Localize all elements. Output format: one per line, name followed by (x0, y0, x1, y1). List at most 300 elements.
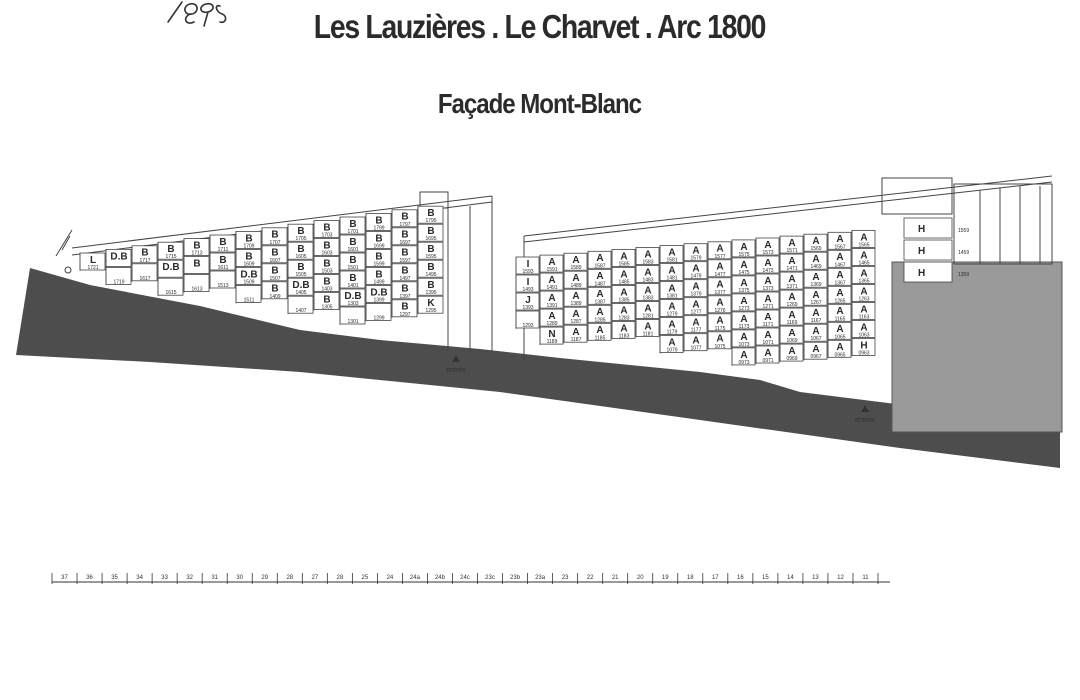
left-wing-unit-type: B (401, 301, 409, 313)
left-wing-unit-type: D.B (240, 269, 258, 281)
left-wing-unit (314, 275, 339, 293)
right-wing-unit (660, 318, 683, 336)
right-wing-unit-number: 1187 (570, 337, 582, 344)
left-wing-unit (340, 271, 365, 289)
left-wing-unit-type: B (349, 272, 357, 284)
right-wing-unit-number: 0973 (738, 359, 750, 366)
left-wing-unit-number: 1399 (373, 297, 385, 304)
right-wing-unit-number: 1367 (834, 280, 846, 287)
right-wing-unit-number: 1077 (690, 345, 702, 352)
left-wing-unit-number: 1613 (191, 286, 203, 293)
left-wing-unit (392, 264, 417, 282)
right-wing-unit (708, 332, 731, 350)
right-wing-unit-number: 1481 (666, 275, 678, 282)
scale-label: 23a (535, 575, 546, 581)
right-wing-unit-type: A (836, 288, 844, 300)
left-wing-unit-type: B (323, 222, 331, 234)
left-wing-unit-type: B (375, 251, 383, 263)
h-block-unit-type: H (918, 246, 926, 257)
right-wing-unit-type: A (860, 268, 868, 280)
left-wing-unit-number: 1709 (243, 243, 255, 250)
left-wing-unit (80, 253, 105, 271)
h-block-unit-number: 1359 (958, 272, 970, 278)
right-wing-unit (540, 291, 563, 309)
left-wing-unit (236, 267, 261, 285)
right-wing-unit-type: A (692, 335, 700, 347)
scale-label: 23c (485, 575, 495, 581)
right-wing-unit (828, 232, 851, 250)
right-wing-unit (852, 284, 875, 302)
right-wing-unit (780, 308, 803, 326)
right-wing-unit (756, 292, 779, 310)
left-wing-unit (392, 210, 417, 228)
left-wing-unit (262, 228, 287, 246)
scale-label: 11 (862, 575, 869, 581)
left-wing-unit-type: B (219, 254, 227, 266)
scale-label: 36 (86, 575, 93, 581)
left-wing-unit-type: B (141, 247, 149, 259)
right-wing-unit (708, 296, 731, 314)
right-wing-unit-number: 0971 (762, 358, 774, 364)
right-wing-unit-number: 1175 (714, 325, 726, 332)
right-wing-unit (708, 242, 731, 260)
scale-label: 19 (661, 575, 669, 581)
left-wing-unit (366, 303, 391, 321)
left-wing-unit-number: 1605 (295, 254, 307, 261)
right-wing-unit-number: 1369 (810, 282, 822, 289)
right-wing-unit-number: 1585 (618, 261, 630, 268)
right-wing-unit-type: A (620, 305, 628, 317)
left-wing-unit-type: B (427, 262, 435, 274)
left-wing-unit (418, 242, 443, 260)
right-wing-unit-number: 1065 (834, 334, 846, 341)
right-wing-unit-type: A (764, 347, 772, 359)
right-wing-unit-type: A (644, 303, 652, 315)
right-wing-unit-number: 1391 (546, 303, 558, 310)
left-wing-unit (106, 249, 131, 266)
right-wing-unit-number: 1177 (690, 327, 702, 334)
right-wing-unit-number: 1165 (834, 316, 846, 323)
left-wing-unit (392, 300, 417, 318)
right-wing-unit (612, 285, 635, 303)
right-wing-unit-number: 1387 (594, 299, 606, 306)
right-wing-unit-type: A (620, 323, 628, 335)
right-wing-unit (588, 305, 611, 323)
left-wing-unit-type: B (427, 208, 435, 220)
right-wing-unit (516, 257, 539, 275)
right-wing-unit-number: 1375 (738, 287, 750, 294)
right-wing-unit-type: A (812, 290, 820, 302)
right-wing-unit-number: 1475 (738, 269, 750, 276)
left-wing-unit-number: 1711 (217, 247, 229, 253)
scale-label: 24 (386, 575, 394, 581)
left-wing-unit-type: B (323, 294, 331, 306)
right-wing-unit-type: A (548, 311, 556, 322)
scale-label: 16 (736, 575, 744, 581)
h-block-unit-type: H (918, 224, 926, 235)
right-wing-unit (732, 294, 755, 312)
right-wing-unit (780, 254, 803, 272)
right-wing-units (516, 230, 875, 366)
scale-label: 24c (460, 575, 470, 581)
left-wing-unit-number: 1617 (139, 275, 151, 282)
right-wing-unit-number: 1473 (762, 268, 774, 274)
right-wing-unit-number: 1073 (738, 341, 750, 348)
left-wing-unit-number: 1299 (373, 315, 385, 322)
left-wing-unit-type: B (375, 215, 383, 227)
right-wing-unit (660, 282, 683, 300)
left-wing-unit (106, 267, 131, 285)
left-wing-unit-number: 1721 (87, 265, 99, 271)
right-wing-unit (516, 293, 539, 311)
right-wing-unit-type: A (764, 311, 772, 323)
left-wing-unit-number: 1609 (243, 261, 255, 268)
right-wing-unit-number: 1493 (522, 287, 534, 293)
left-wing-unit-number: 1603 (321, 250, 333, 257)
left-wing-unit (366, 249, 391, 267)
right-wing-unit-number: 0963 (858, 350, 870, 357)
h-block-unit-number: 1559 (958, 228, 970, 234)
right-wing-unit-type: A (620, 287, 628, 299)
right-wing-unit (828, 304, 851, 322)
scale-label: 20 (636, 575, 644, 581)
left-wing-unit-number: 1509 (243, 279, 255, 286)
right-wing-unit-number: 1571 (786, 248, 798, 255)
right-wing-unit-number: 1287 (570, 319, 582, 326)
left-wing-unit-number: 1297 (399, 311, 411, 318)
right-wing-unit-type: A (740, 349, 748, 361)
right-wing-unit-type: A (836, 306, 844, 318)
right-wing-unit (780, 326, 803, 344)
right-wing-unit-number: 1263 (858, 296, 870, 303)
right-wing-unit (852, 248, 875, 266)
right-wing-unit-type: A (692, 263, 700, 275)
right-wing-unit-number: 1167 (810, 318, 822, 325)
right-wing-unit (828, 268, 851, 286)
right-wing-unit-type: A (812, 272, 820, 284)
right-wing-unit (756, 256, 779, 274)
right-wing-unit-number: 1171 (762, 322, 774, 328)
right-wing-unit-type: A (740, 295, 748, 307)
right-wing-unit (660, 264, 683, 282)
right-wing-unit-type: A (836, 234, 844, 246)
right-wing-unit (780, 290, 803, 308)
left-wing-unit-type: B (401, 211, 409, 223)
left-wing-unit-type: B (349, 218, 357, 230)
left-wing-unit (236, 285, 261, 303)
page-subtitle: Façade Mont-Blanc (437, 88, 642, 119)
right-wing-unit (564, 271, 587, 289)
right-wing-unit-number: 1379 (690, 291, 702, 298)
right-wing-unit-number: 1289 (546, 321, 558, 328)
left-wing-unit (184, 257, 209, 274)
right-wing-unit-type: I (526, 258, 530, 270)
right-wing-unit-number: 1579 (690, 255, 702, 262)
left-wing-unit-number: 1405 (295, 290, 307, 297)
right-wing-unit-number: 1273 (738, 305, 750, 312)
right-wing-unit-number: 0967 (810, 354, 822, 361)
right-wing-unit (828, 340, 851, 358)
right-wing-unit-type: A (668, 265, 676, 277)
right-wing-unit (588, 269, 611, 287)
right-wing-unit-number: 1063 (858, 332, 870, 339)
right-wing-unit-type: A (596, 307, 604, 319)
left-wing-unit-number: 1707 (269, 239, 281, 246)
right-wing-unit-type: A (812, 326, 820, 338)
left-wing-unit-number: 1601 (347, 247, 359, 253)
right-wing-unit (564, 253, 587, 271)
left-wing-unit-number: 1715 (165, 254, 177, 261)
right-wing-unit (804, 324, 827, 342)
right-wing-unit-type: A (596, 325, 604, 337)
right-wing-unit (708, 314, 731, 332)
right-wing-unit-type: N (548, 329, 556, 340)
right-wing-unit (684, 280, 707, 298)
right-wing-unit-number: 1487 (594, 281, 606, 288)
right-wing-unit-number: 1365 (858, 278, 870, 285)
scale-label: 29 (261, 575, 269, 581)
scale-label: 33 (161, 575, 168, 581)
right-wing-unit-number: 1071 (762, 340, 774, 346)
left-wing-unit-number: 1507 (269, 275, 281, 282)
right-wing-unit-type: A (644, 321, 652, 333)
left-wing-unit-number: 1705 (295, 236, 307, 243)
left-wing-unit (392, 228, 417, 246)
left-wing-unit-number: 1401 (347, 283, 359, 289)
right-wing-unit-type: A (644, 285, 652, 297)
left-wing-unit-type: D.B (110, 251, 128, 263)
left-wing-unit-number: 1795 (425, 218, 437, 225)
left-wing-unit (236, 249, 261, 267)
h-block-unit (904, 218, 969, 238)
right-wing-unit-number: 1265 (834, 298, 846, 305)
left-wing-unit-number: 1697 (399, 239, 411, 246)
right-wing-unit-number: 1277 (690, 309, 702, 316)
h-block-unit (904, 240, 969, 260)
right-wing-unit-type: A (764, 329, 772, 341)
left-wing-unit-type: B (297, 262, 305, 274)
right-wing-unit-type: A (716, 315, 724, 327)
entrance-right-label: entrée (855, 417, 875, 424)
left-wing-unit (366, 285, 391, 303)
right-wing-unit-number: 1179 (666, 329, 678, 336)
right-wing-unit (708, 260, 731, 278)
left-wing-unit-type: D.B (162, 262, 180, 274)
left-wing-unit (262, 282, 287, 300)
right-wing-unit-type: A (860, 304, 868, 316)
right-wing-unit-type: A (812, 344, 820, 356)
right-wing-unit-number: 0969 (786, 356, 798, 363)
right-wing-unit-type: A (860, 232, 868, 244)
right-wing-unit-number: 1067 (810, 336, 822, 343)
right-wing-unit-type: A (716, 333, 724, 345)
left-wing-unit-type: B (245, 251, 253, 263)
left-wing-unit (288, 260, 313, 278)
right-wing-unit (804, 270, 827, 288)
right-wing-unit (612, 321, 635, 339)
left-wing-unit-number: 1505 (295, 272, 307, 279)
left-wing-unit-type: B (375, 233, 383, 245)
left-wing-unit-number: 1703 (321, 232, 333, 239)
left-wing-unit (392, 246, 417, 264)
right-retaining-block (892, 262, 1062, 432)
right-wing-unit-number: 1567 (834, 244, 846, 251)
left-wing-unit-type: D.B (344, 290, 362, 302)
left-wing-unit-type: K (427, 298, 435, 310)
left-wing-unit-type: B (245, 233, 253, 245)
right-wing-unit (780, 236, 803, 254)
right-wing-unit-type: A (620, 269, 628, 281)
scale-label: 22 (586, 575, 594, 581)
right-wing-unit-number: 1467 (834, 262, 846, 269)
scale-label: 27 (311, 575, 319, 581)
h-block-unit-frame (904, 262, 952, 282)
left-wing-unit-number: 1597 (399, 257, 411, 264)
right-wing-unit-type: A (836, 324, 844, 336)
left-wing-unit (418, 206, 443, 224)
right-wing-unit-number: 1389 (570, 301, 582, 308)
right-wing-unit (732, 258, 755, 276)
right-wing-unit-number: 1381 (666, 293, 678, 300)
right-wing-unit-number: 1173 (738, 323, 750, 330)
page-title: Les Lauzières . Le Charvet . Arc 1800 (313, 8, 766, 45)
right-wing-unit-number: 1271 (762, 304, 774, 310)
right-wing-unit-type: A (860, 250, 868, 262)
right-wing-unit-number: 1283 (618, 315, 630, 322)
right-wing-unit-type: A (860, 322, 868, 334)
right-wing-unit-type: A (740, 313, 748, 325)
right-wing-unit (540, 309, 563, 327)
left-wing-unit-number: 1713 (191, 250, 203, 257)
right-wing-unit-number: 1267 (810, 300, 822, 307)
right-wing-unit-type: A (812, 308, 820, 320)
left-wing-unit (210, 253, 235, 271)
right-wing-unit-type: J (525, 294, 531, 306)
right-wing-unit-type: A (740, 277, 748, 289)
left-wing-unit (340, 235, 365, 253)
right-wing-unit (588, 323, 611, 341)
left-wing-unit (184, 275, 209, 293)
left-wing-unit (418, 278, 443, 296)
right-wing-unit-type: A (788, 310, 796, 321)
left-wing-unit-type: B (193, 258, 201, 270)
right-wing-unit-number: 1189 (546, 339, 558, 346)
right-wing-unit-type: A (644, 267, 652, 279)
left-wing-unit (262, 246, 287, 264)
left-wing-unit-number: 1407 (295, 308, 307, 315)
left-wing-unit-number: 1295 (425, 308, 437, 315)
right-wing-unit-number: 1587 (594, 263, 606, 270)
right-wing-unit-number: 1075 (714, 343, 726, 350)
right-wing-unit (540, 255, 563, 273)
right-wing-unit-number: 1383 (642, 295, 654, 302)
right-wing-unit-type: H (860, 340, 868, 352)
right-wing-unit-type: A (860, 286, 868, 298)
right-wing-unit (804, 306, 827, 324)
left-wing-unit (288, 278, 313, 296)
left-wing-unit (340, 289, 365, 307)
scale-label: 24b (434, 575, 445, 581)
right-wing-unit (636, 302, 659, 320)
right-wing-unit-type: A (692, 245, 700, 257)
left-wing-unit-number: 1615 (165, 290, 177, 297)
right-wing-unit-type: A (764, 239, 772, 251)
right-wing-unit-type: A (716, 261, 724, 273)
right-wing-unit-number: 1069 (786, 338, 798, 345)
right-wing-unit-number: 1469 (810, 264, 822, 271)
h-block-unit-frame (904, 240, 952, 260)
left-wing-unit (314, 221, 339, 239)
right-wing-unit (852, 338, 875, 356)
right-wing-unit-number: 1169 (786, 320, 798, 327)
right-wing-unit-number: 1281 (642, 313, 654, 320)
right-wing-unit-type: A (764, 293, 772, 305)
right-wing-unit (804, 288, 827, 306)
left-wing-unit-type: B (375, 269, 383, 281)
right-wing-unit (684, 262, 707, 280)
right-wing-unit-number: 1485 (618, 279, 630, 286)
scale-label: 23 (561, 575, 569, 581)
left-wing-unit-type: B (427, 226, 435, 238)
right-wing-unit-type: A (764, 257, 772, 269)
right-wing-unit (588, 251, 611, 269)
right-wing-unit (564, 325, 587, 343)
scale-label: 14 (787, 575, 794, 581)
left-wing-unit-type: B (349, 254, 357, 266)
left-wing-unit-type: D.B (292, 280, 310, 292)
right-wing-unit-type: A (620, 251, 628, 263)
right-wing-unit (684, 334, 707, 352)
right-wing-unit-type: A (548, 293, 556, 304)
right-wing-unit (756, 346, 779, 364)
right-wing-unit-number: 1181 (642, 331, 654, 338)
scale-label: 17 (711, 575, 719, 581)
left-wing-unit-type: B (219, 236, 227, 248)
right-wing-unit (732, 348, 755, 366)
right-wing-unit-number: 1183 (618, 333, 630, 340)
right-wing-unit (828, 286, 851, 304)
right-wing-unit-type: A (668, 337, 676, 349)
left-wing-unit-number: 1799 (373, 225, 385, 232)
right-wing-unit (708, 278, 731, 296)
right-wing-unit (636, 320, 659, 338)
right-wing-unit-type: A (572, 273, 580, 285)
scale-label: 35 (111, 575, 118, 581)
left-wing-unit-type: B (271, 247, 279, 259)
right-wing-unit-type: A (788, 292, 796, 303)
right-wing-unit-type: A (668, 301, 676, 313)
right-wing-unit-number: 1573 (762, 250, 774, 256)
right-wing-unit (660, 300, 683, 318)
right-wing-unit-number: 1293 (522, 323, 534, 329)
right-wing-unit-number: 1276 (714, 307, 726, 314)
right-wing-unit-type: A (836, 342, 844, 354)
right-wing-unit (780, 272, 803, 290)
right-wing-unit-type: A (572, 255, 580, 267)
left-wing-unit (314, 293, 339, 311)
scale-label: 32 (186, 575, 194, 581)
right-wing-unit-type: A (596, 289, 604, 301)
right-wing-unit-number: 1285 (594, 317, 606, 324)
left-wing-unit-number: 1403 (321, 286, 333, 293)
right-wing-unit-number: 1185 (594, 335, 606, 342)
left-wing-unit-number: 1305 (321, 304, 333, 311)
right-wing-unit-number: 1269 (786, 302, 798, 309)
right-wing-unit (612, 267, 635, 285)
left-wing-unit-number: 1607 (269, 257, 281, 264)
right-wing-unit (852, 320, 875, 338)
right-wing-unit-number: 1465 (858, 260, 870, 267)
